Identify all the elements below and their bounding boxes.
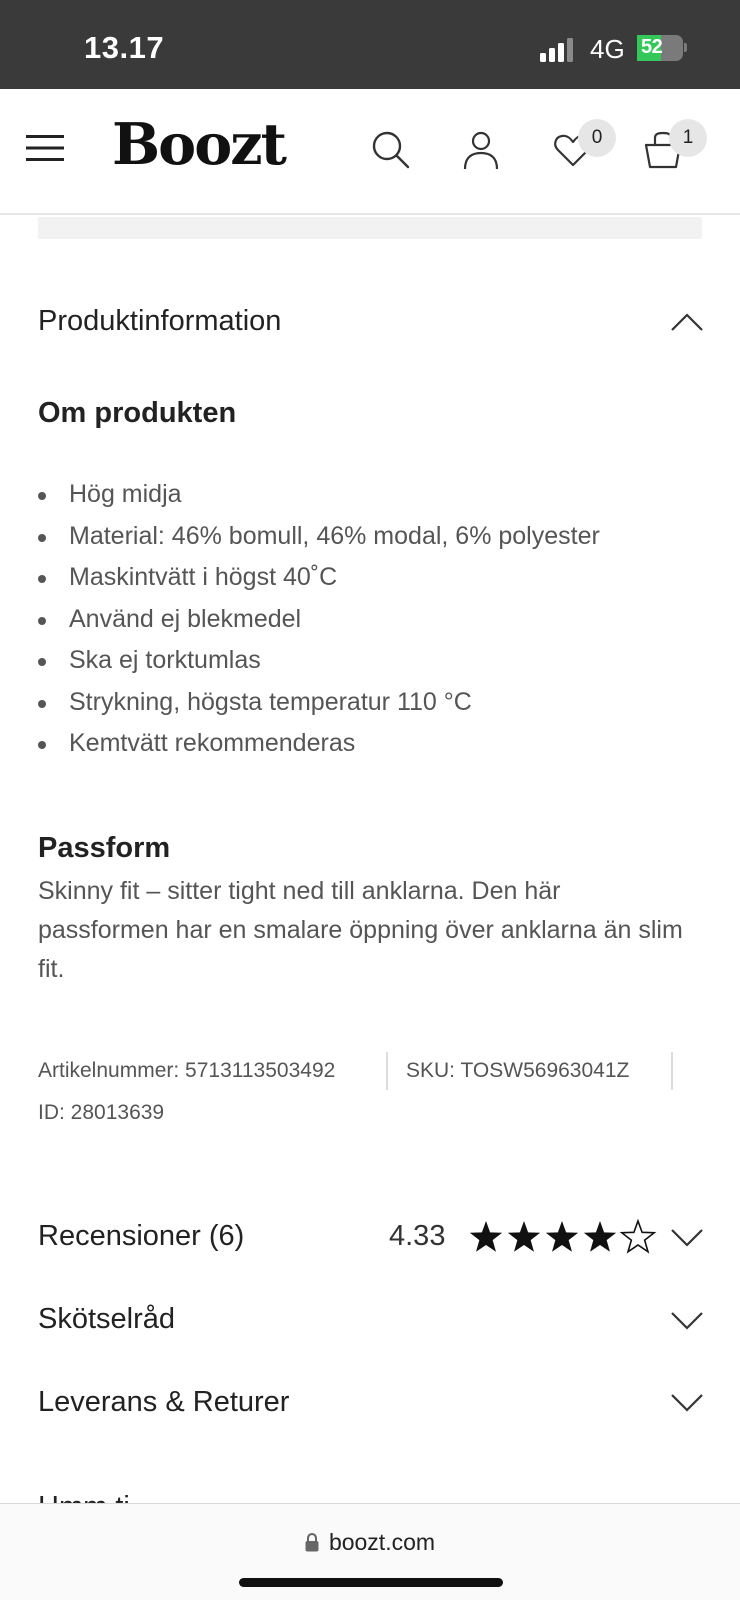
wishlist-count-badge: 0 bbox=[578, 119, 616, 157]
search-icon[interactable] bbox=[370, 129, 412, 171]
list-item: Maskintvätt i högst 40˚C bbox=[38, 561, 600, 603]
previous-section-band bbox=[38, 217, 702, 239]
meta-divider bbox=[671, 1052, 673, 1090]
network-type: 4G bbox=[590, 34, 625, 64]
star-filled-icon bbox=[508, 1221, 540, 1252]
url-display[interactable] bbox=[0, 1529, 740, 1556]
product-id: ID: 28013639 bbox=[38, 1101, 165, 1124]
article-number: Artikelnummer: 5713113503492 bbox=[38, 1059, 336, 1082]
chevron-up-icon[interactable] bbox=[670, 312, 704, 332]
reviews-heading[interactable]: Recensioner (6) bbox=[38, 1220, 245, 1252]
product-info-heading[interactable]: Produktinformation bbox=[38, 305, 282, 337]
list-item: Använd ej blekmedel bbox=[38, 603, 600, 645]
battery-icon bbox=[637, 35, 683, 61]
fit-heading: Passform bbox=[38, 832, 171, 864]
list-item: Hög midja bbox=[38, 478, 600, 520]
home-indicator bbox=[239, 1578, 503, 1587]
star-filled-icon bbox=[470, 1221, 502, 1252]
status-bar bbox=[0, 0, 740, 89]
feature-list bbox=[38, 478, 600, 769]
site-header bbox=[0, 89, 740, 215]
account-icon[interactable] bbox=[460, 129, 502, 171]
star-filled-icon bbox=[584, 1221, 616, 1252]
lock-icon bbox=[305, 1533, 319, 1552]
about-product-heading: Om produkten bbox=[38, 397, 237, 429]
chevron-down-icon[interactable] bbox=[670, 1311, 704, 1331]
delivery-heading[interactable]: Leverans & Returer bbox=[38, 1386, 290, 1418]
star-filled-icon bbox=[546, 1221, 578, 1252]
sku: SKU: TOSW56963041Z bbox=[406, 1059, 630, 1082]
list-item: Kemtvätt rekommenderas bbox=[38, 727, 600, 769]
fit-description: Skinny fit – sitter tight ned till anklarna. Den här passformen har en smalare öppning över anklarna än slim fit. bbox=[38, 877, 683, 983]
list-item: Ska ej torktumlas bbox=[38, 644, 600, 686]
battery-percent: 52 bbox=[641, 36, 663, 58]
rating-value: 4.33 bbox=[389, 1220, 446, 1252]
star-empty-icon bbox=[622, 1221, 654, 1252]
boozt-logo[interactable]: Boozt bbox=[112, 111, 285, 178]
status-time: 13.17 bbox=[84, 30, 165, 65]
care-heading[interactable]: Skötselråd bbox=[38, 1303, 176, 1335]
signal-icon bbox=[540, 38, 578, 62]
rating-stars bbox=[469, 1218, 657, 1256]
url-text: boozt.com bbox=[328, 1529, 436, 1555]
chevron-down-icon[interactable] bbox=[670, 1228, 704, 1248]
chevron-down-icon[interactable] bbox=[670, 1393, 704, 1413]
meta-divider bbox=[386, 1052, 388, 1090]
list-item: Material: 46% bomull, 46% modal, 6% polyester bbox=[38, 520, 600, 562]
list-item: Strykning, högsta temperatur 110 °C bbox=[38, 686, 600, 728]
battery-tip bbox=[684, 43, 687, 52]
cart-count-badge: 1 bbox=[669, 119, 707, 157]
menu-icon[interactable] bbox=[26, 133, 64, 163]
